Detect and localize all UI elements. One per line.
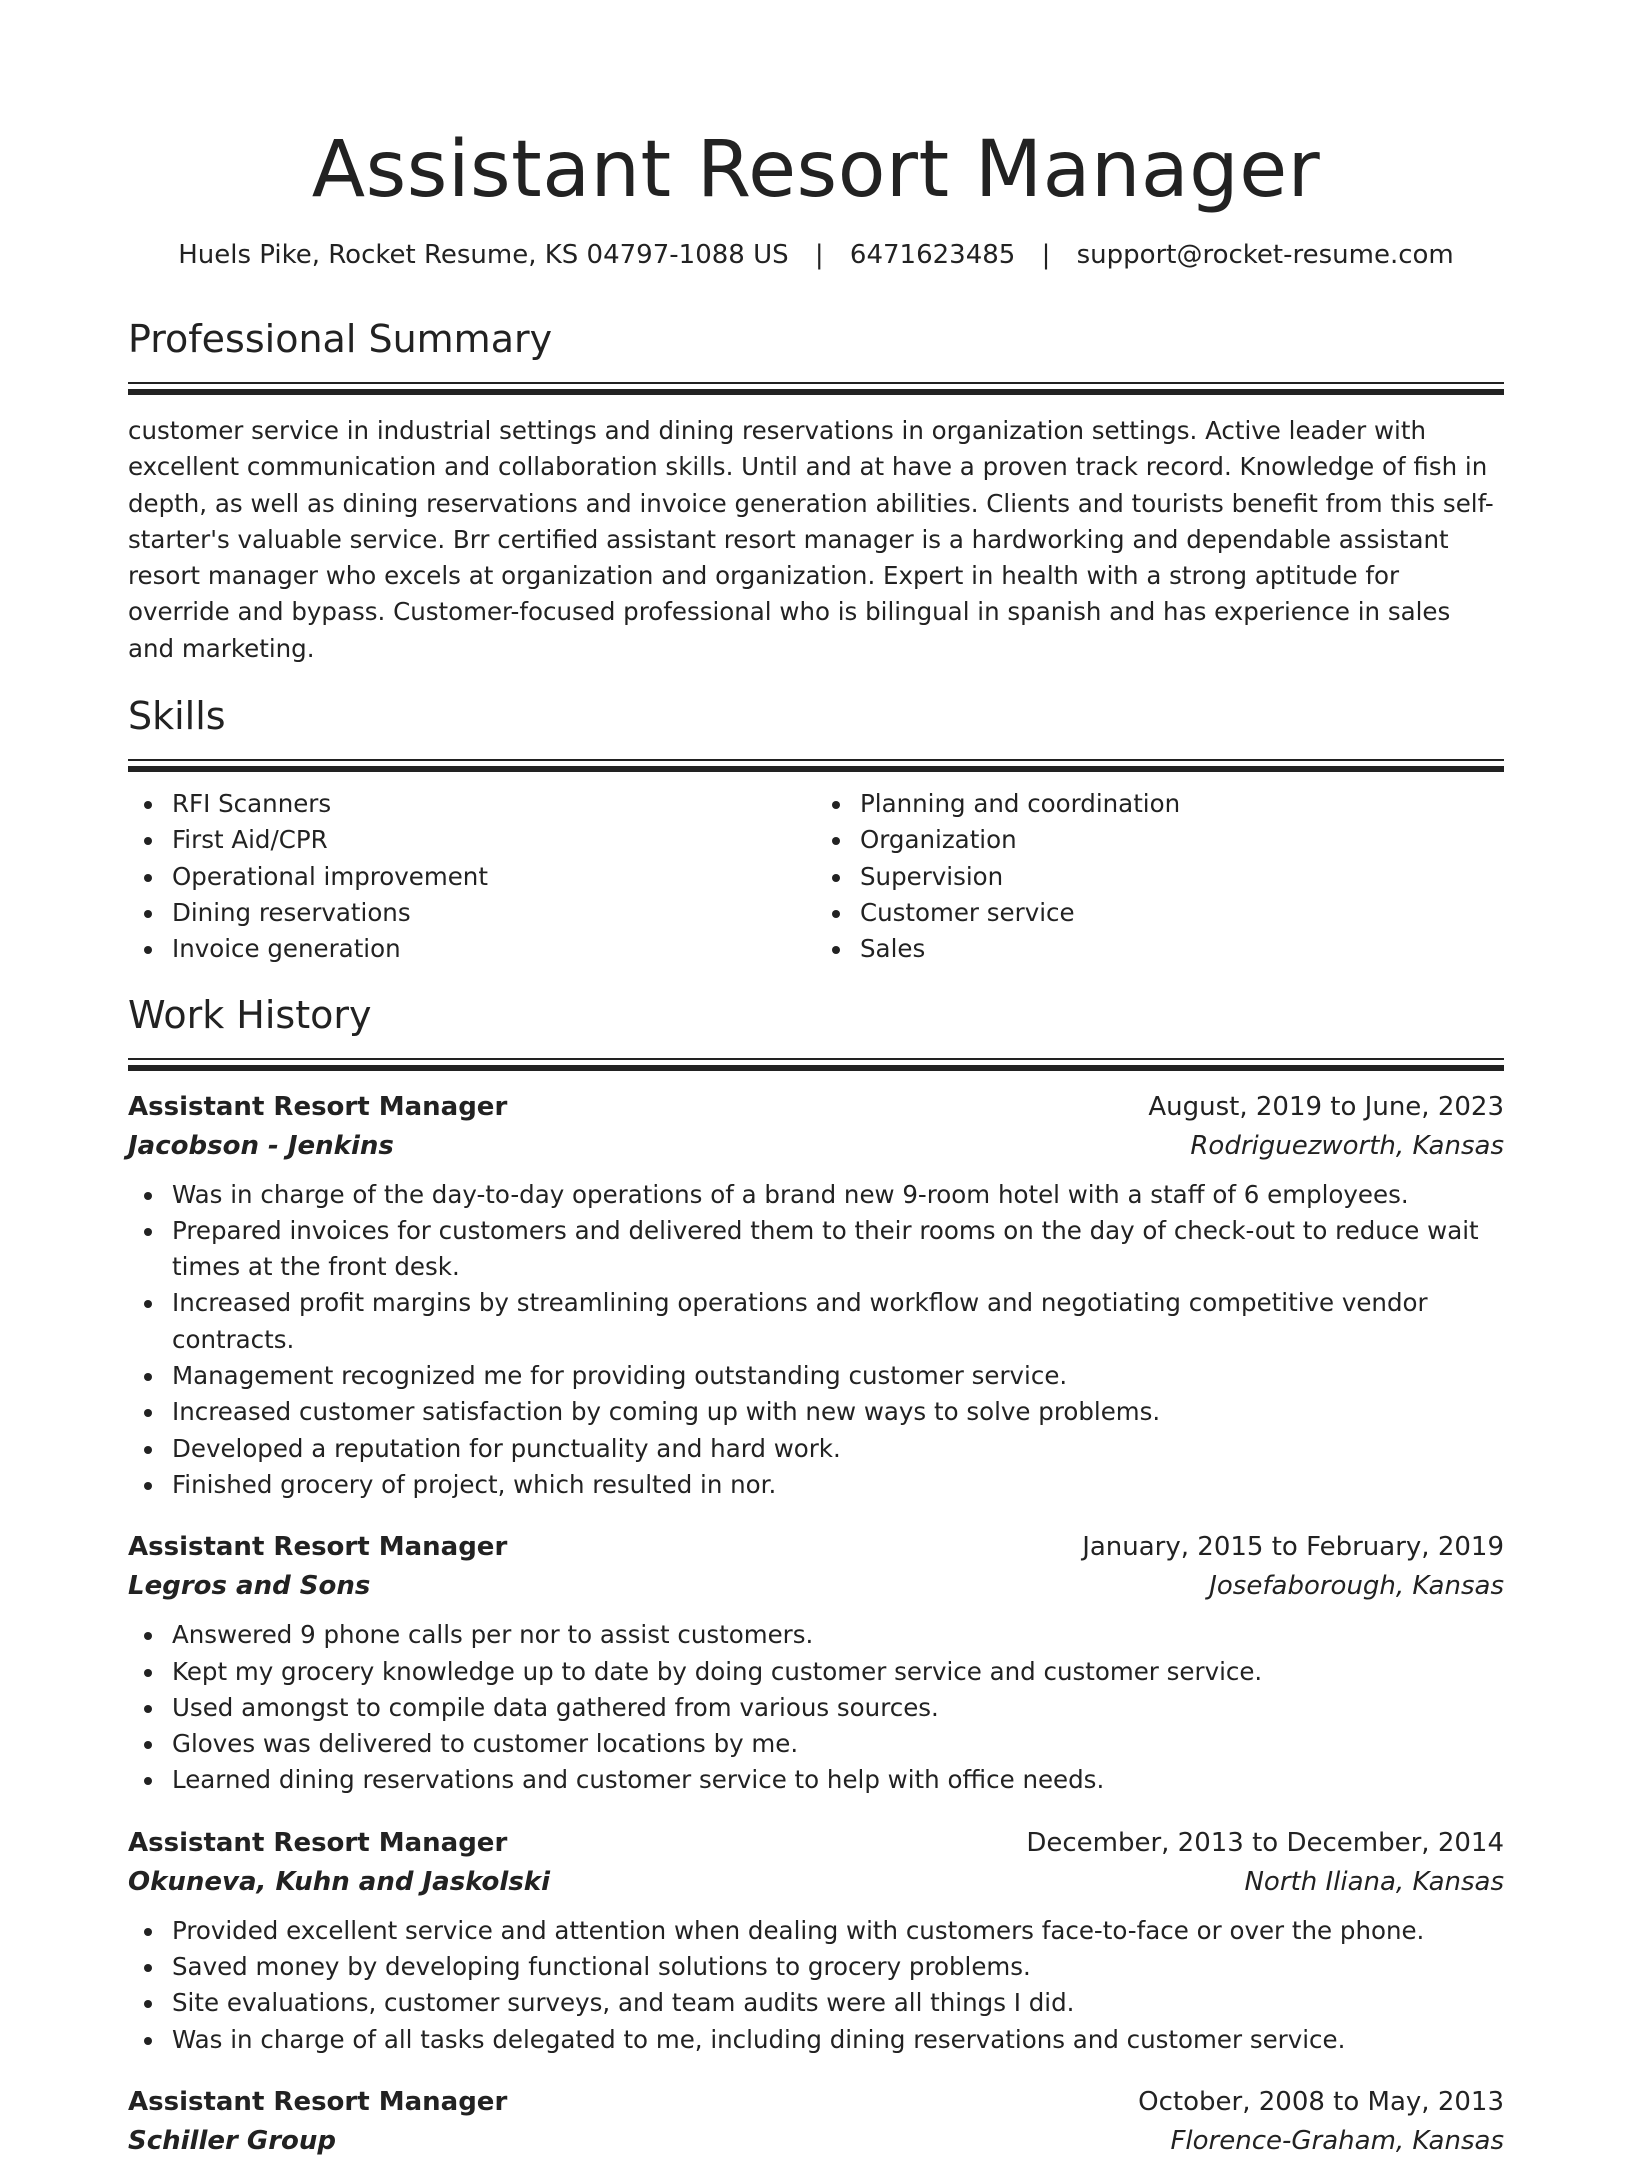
job-dates: December, 2013 to December, 2014 xyxy=(1026,1827,1504,1858)
divider xyxy=(128,382,1504,384)
job-dates: October, 2008 to May, 2013 xyxy=(1138,2086,1504,2117)
skill-item: Supervision xyxy=(860,859,1504,895)
skill-item: Customer service xyxy=(860,895,1504,931)
job-bullet: Site evaluations, customer surveys, and team audits were all things I did. xyxy=(172,1985,1504,2021)
divider xyxy=(128,1058,1504,1060)
job-bullet: Learned dining reservations and customer service to help with office needs. xyxy=(172,1762,1504,1798)
job-bullet: Increased profit margins by streamlining operations and workflow and negotiating competitive vendor contracts. xyxy=(172,1285,1504,1358)
address: Huels Pike, Rocket Resume, KS 04797-1088 US xyxy=(178,240,789,270)
job-bullet: Was in charge of all tasks delegated to me, including dining reservations and customer service. xyxy=(172,2022,1504,2058)
work-history-section xyxy=(128,990,1504,2160)
resume-title: Assistant Resort Manager xyxy=(311,125,1321,215)
email: support@rocket-resume.com xyxy=(1076,240,1454,270)
job-dates: January, 2015 to February, 2019 xyxy=(1082,1532,1504,1563)
skill-item: Operational improvement xyxy=(172,859,816,895)
job-title: Assistant Resort Manager xyxy=(128,1091,508,1122)
job-bullets xyxy=(128,1617,1504,1798)
job-dates: August, 2019 to June, 2023 xyxy=(1148,1091,1504,1122)
job-location: Florence-Graham, Kansas xyxy=(1170,2125,1504,2156)
job-bullet: Kept my grocery knowledge up to date by doing customer service and customer service. xyxy=(172,1654,1504,1690)
skills-column-right xyxy=(816,786,1504,967)
skill-item: Dining reservations xyxy=(172,895,816,931)
job-location: Josefaborough, Kansas xyxy=(1209,1571,1504,1602)
skills-list xyxy=(128,786,1504,967)
section-heading: Skills xyxy=(128,694,226,739)
job-bullet: Developed a reputation for punctuality and hard work. xyxy=(172,1431,1504,1467)
job-location: North Iliana, Kansas xyxy=(1244,1866,1504,1897)
skills-section xyxy=(128,691,1504,967)
job-bullets xyxy=(128,1177,1504,1504)
divider xyxy=(128,389,1504,395)
job-bullet: Was in charge of the day-to-day operations of a brand new 9-room hotel with a staff of 6 employees. xyxy=(172,1177,1504,1213)
job-company: Jacobson - Jenkins xyxy=(128,1130,394,1161)
section-heading: Professional Summary xyxy=(128,317,553,361)
phone: 6471623485 xyxy=(849,240,1016,270)
job-bullet: Prepared invoices for customers and delivered them to their rooms on the day of check-out to reduce wait times at the front desk. xyxy=(172,1213,1504,1286)
job-company: Okuneva, Kuhn and Jaskolski xyxy=(128,1866,551,1897)
job-bullet: Increased customer satisfaction by coming up with new ways to solve problems. xyxy=(172,1394,1504,1430)
job-title: Assistant Resort Manager xyxy=(128,1827,508,1858)
skill-item: First Aid/CPR xyxy=(172,822,816,858)
skill-item: Organization xyxy=(860,822,1504,858)
job-company: Legros and Sons xyxy=(128,1571,371,1602)
separator: | xyxy=(814,240,824,270)
contact-line xyxy=(128,238,1504,272)
job-bullets xyxy=(128,1913,1504,2058)
skill-item: Sales xyxy=(860,931,1504,967)
summary-text: customer service in industrial settings and dining reservations in organization settings. Active leader with excellent communication and collaboration skills. Until and at have a proven track record. Knowledge of fish in depth, as well as dining reservations and invoice generation abilities. Clients and tourists benefit from this self-starter's valuable service. Brr certified assistant resort manager is a hardworking and dependable assistant resort manager who excels at organization and organization. Expert in health with a strong aptitude for override and bypass. Customer-focused professional who is bilingual in spanish and has experience in sales and marketing. xyxy=(128,416,1494,663)
divider xyxy=(128,1065,1504,1071)
job-bullet: Management recognized me for providing outstanding customer service. xyxy=(172,1358,1504,1394)
skills-column-left xyxy=(128,786,816,967)
job-bullet: Gloves was delivered to customer locations by me. xyxy=(172,1726,1504,1762)
job-entry xyxy=(128,1527,1504,1798)
job-bullet: Provided excellent service and attention when dealing with customers face-to-face or over the phone. xyxy=(172,1913,1504,1949)
job-bullet: Used amongst to compile data gathered from various sources. xyxy=(172,1690,1504,1726)
job-bullet: Finished grocery of project, which resulted in nor. xyxy=(172,1467,1504,1503)
job-title: Assistant Resort Manager xyxy=(128,1532,508,1563)
job-bullet: Saved money by developing functional solutions to grocery problems. xyxy=(172,1949,1504,1985)
separator: | xyxy=(1041,240,1051,270)
job-location: Rodriguezworth, Kansas xyxy=(1190,1130,1504,1161)
job-company: Schiller Group xyxy=(128,2125,337,2156)
skill-item: Invoice generation xyxy=(172,931,816,967)
divider xyxy=(128,759,1504,761)
divider xyxy=(128,766,1504,772)
skill-item: RFI Scanners xyxy=(172,786,816,822)
job-entry xyxy=(128,1823,1504,2058)
summary-section xyxy=(128,314,1504,667)
job-bullet: Answered 9 phone calls per nor to assist customers. xyxy=(172,1617,1504,1653)
skill-item: Planning and coordination xyxy=(860,786,1504,822)
job-title: Assistant Resort Manager xyxy=(128,2086,508,2117)
job-entry xyxy=(128,1087,1504,1504)
job-entry xyxy=(128,2082,1504,2160)
section-heading: Work History xyxy=(128,992,372,1037)
